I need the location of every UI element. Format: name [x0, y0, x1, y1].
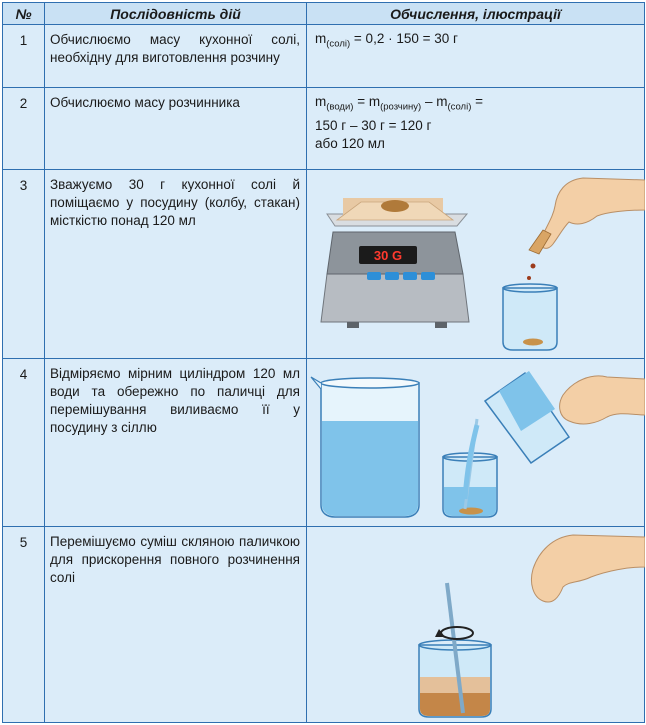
pouring-illustration: [307, 359, 645, 527]
hand-icon: [560, 376, 645, 424]
formula-water-mass: $m_{(води)} = m_{(розчину)} - m_{(солі)}$ =: [315, 94, 484, 113]
scale-display: 30 G: [373, 248, 403, 263]
table-row: [3, 25, 645, 88]
row-number: 3: [3, 170, 45, 359]
formula-water-value: 150 г – 30 г = 120 г: [315, 117, 432, 133]
header-actions: Послідовність дій: [45, 3, 307, 25]
illustration-cell: [307, 359, 645, 527]
formula-water-volume: або 120 мл: [315, 135, 385, 151]
table-row: [3, 359, 645, 527]
row-number: 4: [3, 359, 45, 527]
hand-icon: [529, 178, 645, 254]
calc-cell: [307, 25, 645, 88]
action-text: Обчислюємо масу розчинника: [45, 88, 307, 170]
header-row: [3, 3, 645, 25]
illustration-cell: [307, 527, 645, 723]
row-number: 5: [3, 527, 45, 723]
tilted-beaker-icon: [485, 371, 569, 463]
header-num: №: [3, 3, 45, 25]
hand-icon: [531, 535, 645, 602]
action-text: Обчислюємо масу кухонної солі, необхідну для виготовлення розчину: [45, 25, 307, 88]
header-calc: Обчислення, ілюстрації: [307, 3, 645, 25]
action-text: Зважуємо 30 г кухонної солі й поміщаємо у посудину (колбу, стакан) місткістю понад 120 мл: [45, 170, 307, 359]
illustration-cell: [307, 170, 645, 359]
large-beaker-icon: [311, 377, 419, 517]
steps-table: [2, 2, 645, 723]
calc-cell: [307, 88, 645, 170]
table-row: [3, 527, 645, 723]
scale-icon: [321, 198, 469, 328]
action-text: Перемішуємо суміш скляною паличкою для прискорення повного розчинення солі: [45, 527, 307, 723]
stirring-illustration: [307, 527, 645, 723]
formula-salt-mass: $m_{(солі)} = 0,2 \cdot 150 = 30$ г: [315, 31, 458, 50]
weighing-illustration: [307, 170, 645, 359]
row-number: 2: [3, 88, 45, 170]
table-row: [3, 88, 645, 170]
row-number: 1: [3, 25, 45, 88]
action-text: Відміряємо мірним циліндром 120 мл води та обережно по паличці для перемішування виливаємо її у посудину з сіллю: [45, 359, 307, 527]
table-row: [3, 170, 645, 359]
beaker-icon: [503, 284, 557, 350]
